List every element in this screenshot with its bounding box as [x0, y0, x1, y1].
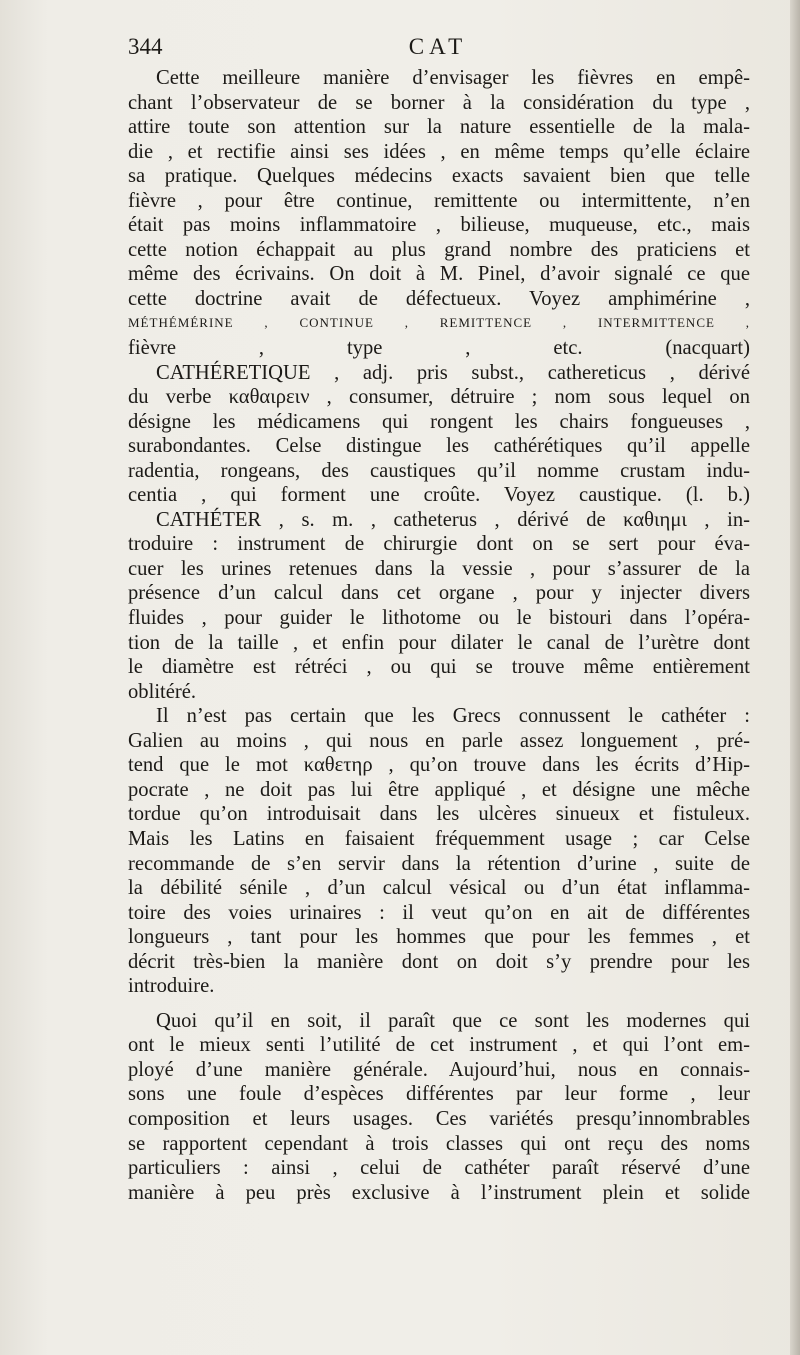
text-line: particuliers : ainsi , celui de cathéter paraît réservé d’une	[128, 1157, 750, 1180]
text-line: pocrate , ne doit pas lui être appliqué , et désigne une mêche	[128, 778, 750, 801]
text-line: le diamètre est rétréci , ou qui se trouve même entièrement	[128, 656, 750, 679]
text-line: cette notion échappait au plus grand nombre des praticiens et	[128, 238, 750, 261]
text-line: sons une foule d’espèces différentes par leur forme , leur	[128, 1083, 750, 1106]
text-line: tend que le mot καθετηρ , qu’on trouve dans les écrits d’Hip-	[128, 754, 750, 777]
text-line: ont le mieux senti l’utilité de cet instrument , et qui l’ont em-	[128, 1034, 750, 1057]
text-line: Quoi qu’il en soit, il paraît que ce sont les modernes qui	[156, 1009, 750, 1032]
text-line: fluides , pour guider le lithotome ou le bistouri dans l’opéra-	[128, 607, 750, 630]
text-line: oblitéré.	[128, 680, 197, 703]
text-line: surabondantes. Celse distingue les cathérétiques qu’il appelle	[128, 435, 750, 458]
text-line: présence d’un calcul dans cet organe , pour y injecter divers	[128, 582, 750, 605]
text-line: Cette meilleure manière d’envisager les fièvres en empê-	[156, 67, 750, 89]
text-line: tion de la taille , et enfin pour dilater le canal de l’urètre dont	[128, 631, 750, 654]
text-line: manière à peu près exclusive à l’instrument plein et solide	[128, 1181, 750, 1204]
entry-catheretique: CATHÉRETIQUE , adj. pris subst., cathereticus , dérivé	[156, 361, 750, 384]
text-line: longueurs , tant pour les hommes que pour les femmes , et	[128, 926, 750, 949]
text-line: introduire.	[128, 975, 215, 998]
page-number: 344	[128, 34, 163, 59]
entry-catheter: CATHÉTER , s. m. , catheterus , dérivé de καθιημι , in-	[156, 508, 750, 531]
text-line: se rapportent cependant à trois classes qui ont reçu des noms	[128, 1132, 750, 1155]
page-edge-shadow	[790, 0, 800, 1355]
text-line: Il n’est pas certain que les Grecs connussent le cathéter :	[156, 705, 750, 728]
text-line: décrit très-bien la manière dont on doit s’y prendre pour les	[128, 950, 750, 973]
text-line: troduire : instrument de chirurgie dont on se sert pour éva-	[128, 533, 750, 556]
text-line: composition et leurs usages. Ces variétés presqu’innombrables	[128, 1107, 750, 1130]
page-body	[128, 66, 750, 1205]
text-line: Mais les Latins en faisaient fréquemment usage ; car Celse	[128, 827, 750, 850]
text-line: sa pratique. Quelques médecins exacts savaient bien que telle	[128, 165, 750, 188]
text-line: attire toute son attention sur la nature essentielle de la mala-	[128, 116, 750, 139]
text-line: chant l’observateur de se borner à la considération du type ,	[128, 91, 750, 114]
text-line: même des écrivains. On doit à M. Pinel, d’avoir signalé ce que	[128, 263, 750, 286]
text-line: toire des voies urinaires : il veut qu’on en ait de différentes	[128, 901, 750, 924]
text-line: tordue qu’on introduisait dans les ulcères sinueux et fistuleux.	[128, 803, 750, 826]
text-line: centia , qui forment une croûte. Voyez caustique. (l. b.)	[128, 484, 750, 507]
cross-reference-line: MÉTHÉMÉRINE , CONTINUE , REMITTENCE , INTERMITTENCE ,	[128, 315, 750, 331]
text-line: radentia, rongeans, des caustiques qu’il nomme crustam indu-	[128, 459, 750, 482]
running-head: CAT	[408, 34, 468, 59]
page-header	[128, 34, 748, 64]
text-line: ployé d’une manière générale. Aujourd’hui, nous en connais-	[128, 1058, 750, 1081]
text-line: recommande de s’en servir dans la rétention d’urine , suite de	[128, 852, 750, 875]
text-line: fièvre , pour être continue, remittente ou intermittente, n’en	[128, 189, 750, 212]
text-line: Galien au moins , qui nous en parle assez longuement , pré-	[128, 729, 750, 752]
text-line: die , et rectifie ainsi ses idées , en même temps qu’elle éclaire	[128, 140, 750, 163]
text-line: fièvre , type , etc. (nacquart)	[128, 337, 750, 360]
text-line: désigne les médicamens qui rongent les chairs fongueuses ,	[128, 410, 750, 433]
text-line: du verbe καθαιρειν , consumer, détruire ; nom sous lequel on	[128, 386, 750, 409]
text-line: cuer les urines retenues dans la vessie , pour s’assurer de la	[128, 557, 750, 580]
text-line: la débilité sénile , d’un calcul vésical ou d’un état inflamma-	[128, 877, 750, 900]
text-line: était pas moins inflammatoire , bilieuse, muqueuse, etc., mais	[128, 214, 750, 237]
text-line: cette doctrine avait de défectueux. Voyez amphimérine ,	[128, 287, 750, 310]
